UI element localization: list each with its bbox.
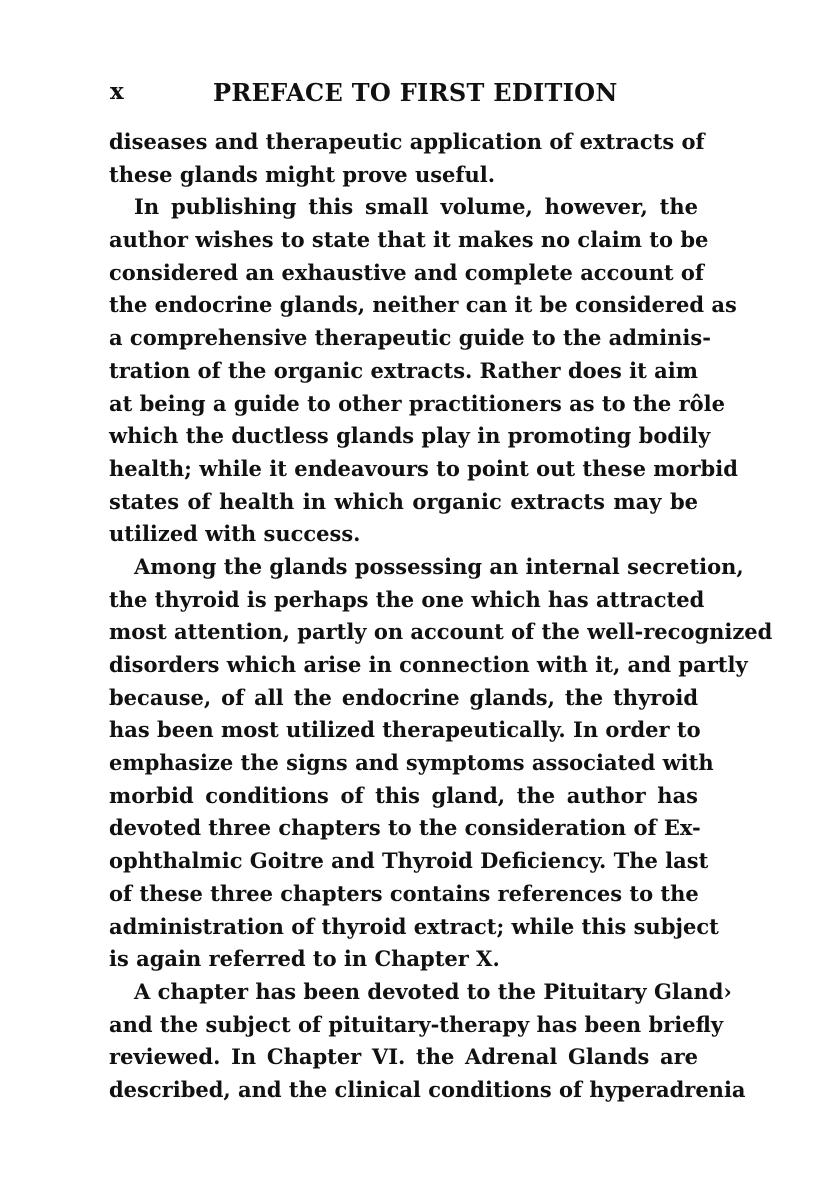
text-line: these glands might prove useful. bbox=[109, 161, 496, 187]
text-line: tration of the organic extracts. Rather does it aim bbox=[109, 357, 698, 383]
text-line: considered an exhaustive and complete account of bbox=[109, 259, 704, 285]
paragraph bbox=[109, 191, 738, 551]
text-line: administration of thyroid extract; while this subject bbox=[109, 913, 719, 939]
text-line: utilized with success. bbox=[109, 521, 361, 547]
text-line: reviewed. In Chapter VI. the Adrenal Glands are bbox=[109, 1044, 698, 1070]
text-line: has been most utilized therapeutically. In order to bbox=[109, 717, 701, 743]
paragraph bbox=[109, 126, 705, 191]
text-line: of these three chapters contains references to the bbox=[109, 880, 699, 906]
text-line: diseases and therapeutic application of extracts of bbox=[109, 129, 705, 154]
text-line: states of health in which organic extracts may be bbox=[109, 488, 698, 514]
text-line: the endocrine glands, neither can it be considered as bbox=[109, 292, 737, 318]
body-text bbox=[109, 126, 773, 1107]
text-line: emphasize the signs and symptoms associated with bbox=[109, 750, 714, 776]
text-line: at being a guide to other practitioners as to the rôle bbox=[109, 390, 725, 416]
text-line: devoted three chapters to the consideration of Ex- bbox=[109, 815, 701, 841]
text-line: ophthalmic Goitre and Thyroid Deficiency. The last bbox=[109, 848, 709, 874]
text-line: the thyroid is perhaps the one which has attracted bbox=[109, 586, 705, 612]
text-line: a comprehensive therapeutic guide to the adminis- bbox=[109, 325, 711, 351]
text-line: because, of all the endocrine glands, the thyroid bbox=[109, 684, 698, 710]
text-line: health; while it endeavours to point out these morbid bbox=[109, 455, 738, 481]
page-header bbox=[110, 78, 700, 114]
text-line: and the subject of pituitary-therapy has been briefly bbox=[109, 1011, 724, 1037]
text-line: author wishes to state that it makes no claim to be bbox=[109, 227, 709, 253]
text-line: In publishing this small volume, however, the bbox=[134, 194, 698, 220]
text-line: which the ductless glands play in promoting bodily bbox=[109, 423, 711, 449]
text-line: is again referred to in Chapter X. bbox=[109, 946, 500, 972]
running-head-title: PREFACE TO FIRST EDITION bbox=[213, 78, 618, 107]
text-line: Among the glands possessing an internal secretion, bbox=[134, 553, 744, 579]
text-line: disorders which arise in connection with it, and partly bbox=[109, 652, 748, 677]
text-line: described, and the clinical conditions of hyperadrenia bbox=[109, 1076, 746, 1102]
text-line: A chapter has been devoted to the Pituitary Gland› bbox=[134, 978, 732, 1004]
text-line: most attention, partly on account of the well-recognized bbox=[109, 619, 773, 645]
paragraph bbox=[109, 551, 773, 976]
page-number: x bbox=[110, 78, 124, 105]
paragraph bbox=[109, 976, 746, 1107]
text-line: morbid conditions of this gland, the author has bbox=[109, 782, 698, 808]
